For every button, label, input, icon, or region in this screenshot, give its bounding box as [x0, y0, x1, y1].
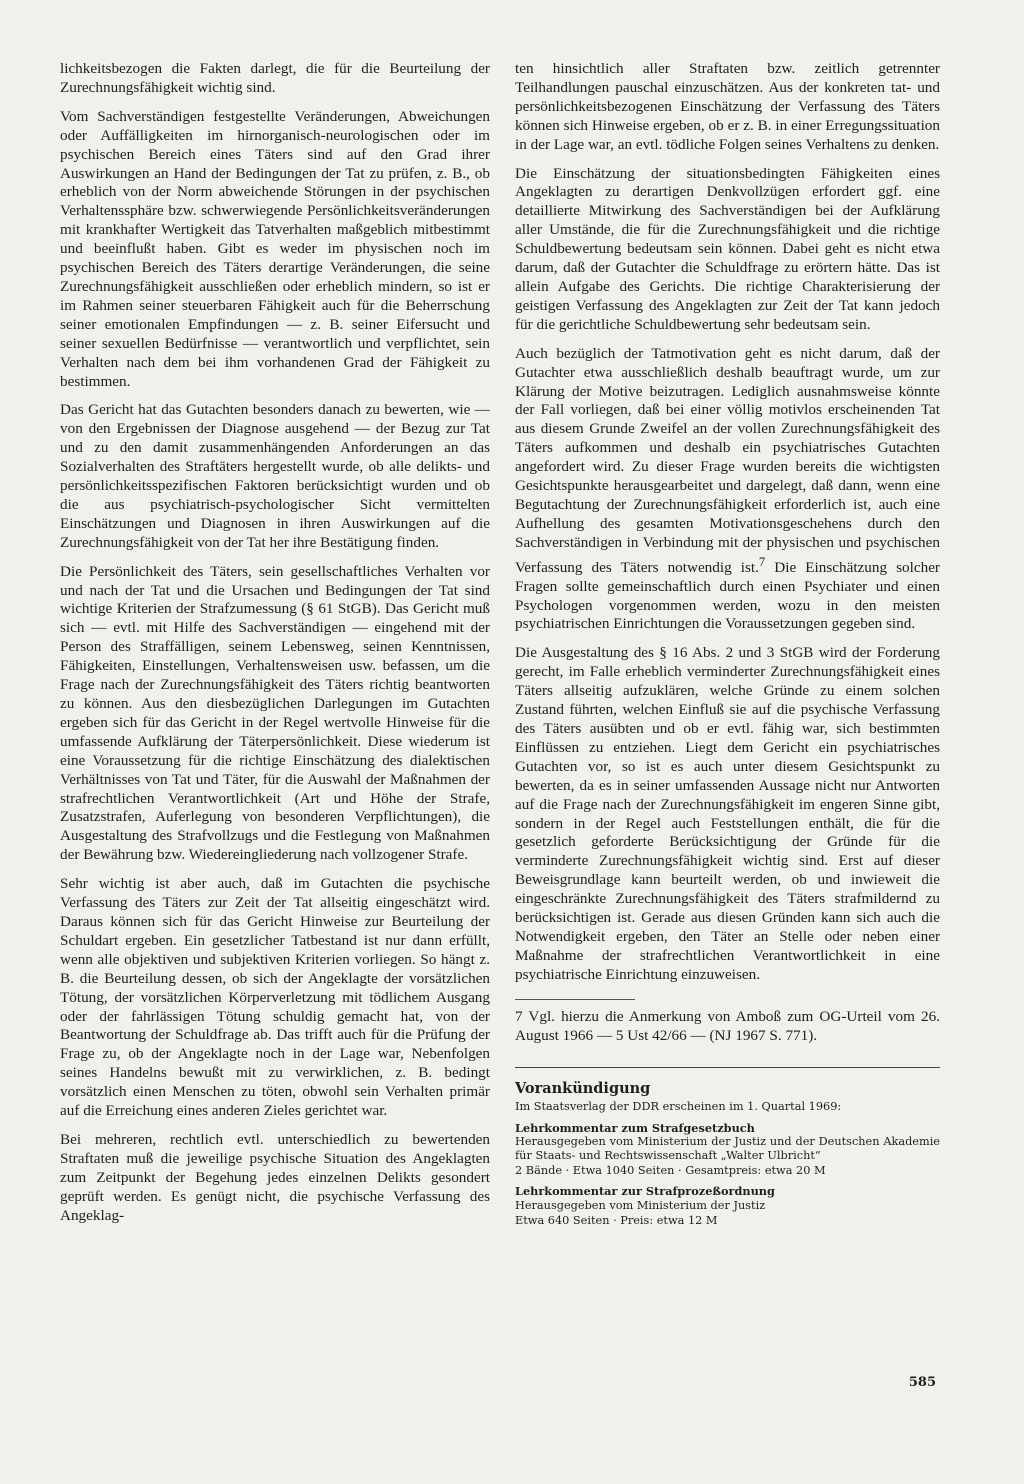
- book-entry: [515, 1121, 940, 1179]
- footnote-divider: [515, 999, 635, 1000]
- paragraph-text: Die Einschätzung solcher Fragen sollte gemeinschaftlich durch einen Psychiater und einen Psychologen vorgenommen werden, wozu in den meisten psychiatrischen Einrichtungen die Voraussetzungen gegeben sind.: [515, 558, 940, 633]
- book-title: Lehrkommentar zum Strafgesetzbuch: [515, 1120, 755, 1135]
- book-publisher: Herausgegeben vom Ministerium der Justiz: [515, 1198, 766, 1212]
- book-title: Lehrkommentar zur Strafprozeßordnung: [515, 1184, 775, 1199]
- announcement-box: [515, 1080, 940, 1228]
- announcement-intro: Im Staatsverlag der DDR erscheinen im 1. Quartal 1969:: [515, 1100, 842, 1114]
- paragraph: lichkeitsbezogen die Fakten darlegt, die für die Beurteilung der Zurechnungsfähigkeit wichtig sind.: [60, 60, 490, 96]
- paragraph: Sehr wichtig ist aber auch, daß im Gutachten die psychische Verfassung des Täters zur Zeit der Tat allseitig eingeschätzt wird. Daraus können sich für das Gericht Hinweise zur Beurteilung der Schuldart ergeben. Ein gesetzlicher Tatbestand ist nur dann erfüllt, wenn alle objektiven und subjektiven Kriterien vorliegen. So hängt z. B. die Beurteilung dessen, ob sich der Angeklagte der vorsätzlichen Tötung, der vorsätzlichen Körperverletzung mit tödlichem Ausgang oder der fahrlässigen Tötung schuldig gemacht hat, von der Beantwortung der Schuldfrage ab. Das trifft auch für die Prüfung der Frage zu, ob der Angeklagte noch in der Lage war, Nebenfolgen seines Handelns bewußt mit zu verwirklichen, z. B. bedingt vorsätzlich einen Menschen zu töten, obwohl sein Verhalten primär auf die Erreichung eines anderen Zieles gerichtet war.: [60, 875, 490, 1120]
- announcement-heading: Vorankündigung: [515, 1080, 651, 1098]
- paragraph: Vom Sachverständigen festgestellte Veränderungen, Abweichungen oder Auffälligkeiten im hirnorganisch-neurologischen oder im psychischen Bereich eines Täters sind auf den Grad ihrer Auswirkungen an Hand der Bedingungen der Tat zu prüfen, z. B., ob erheblich von der Norm abweichende Störungen in der psychischen Verhaltenssphäre bzw. schwerwiegende Persönlichkeitsveränderungen mit krankhafter Wertigkeit das Tatverhalten maßgeblich mitbestimmt und beeinflußt haben. Gibt es weder im physischen noch im psychischen Bereich des Täters derartige Veränderungen, die seine Zurechnungsfähigkeit ausschließen oder erheblich mindern, so ist er im Rahmen seiner steuerbaren Fähigkeit auch für die Beherrschung seiner emotionalen Empfindungen — z. B. seiner Eifersucht und seiner sexuellen Bedürfnisse — verantwortlich und verpflichtet, sein Verhalten nach dem bei ihm vorhandenen Grad der Fähigkeit zu bestimmen.: [60, 107, 490, 390]
- book-publisher: Herausgegeben vom Ministerium der Justiz und der Deutschen Akademie für Staats- und Rechtswissenschaft „Walter Ulbricht“: [515, 1134, 940, 1163]
- paragraph: Die Ausgestaltung des § 16 Abs. 2 und 3 StGB wird der Forderung gerecht, im Falle erheblich verminderter Zurechnungsfähigkeit eines Täters allseitig aufzuklären, welche Gründe zu einem solchen Zustand führten, welchen Einfluß sie auf die psychische Verfassung des Täters ausübten und ob er evtl. fähig war, sich bestimmten Einflüssen zu entziehen. Liegt dem Gericht ein psychiatrisches Gutachten vor, so ist es auch unter diesem Gesichtspunkt zu bewerten, da es in seiner umfassenden Aussage nicht nur Antworten auf die Frage nach der Zurechnungsfähigkeit im engeren Sinne gibt, sondern in der Regel auch Feststellungen enthält, die für die gesetzlich geforderte Berücksichtigung der Gründe für die verminderte Zurechnungsfähigkeit wichtig sind. Erst auf dieser Beweisgrundlage kann beurteilt werden, ob und inwieweit die eingeschränkte Zurechnungsfähigkeit des Täters strafmildernd zu berücksichtigen ist. Gerade aus diesen Gründen kann sich auch die Notwendigkeit ergeben, den Täter an Stelle oder neben einer Maßnahme der strafrechtlichen Verantwortlichkeit in eine psychiatrische Einrichtung einzuweisen.: [515, 644, 940, 983]
- footnote: 7 Vgl. hierzu die Anmerkung von Amboß zum OG-Urteil vom 26. August 1966 — 5 Ust 42/66 — (NJ 1967 S. 771).: [515, 1007, 940, 1044]
- book-details: 2 Bände · Etwa 1040 Seiten · Gesamtpreis: etwa 20 M: [515, 1164, 826, 1178]
- paragraph-with-footnote: [515, 345, 940, 635]
- right-column: [515, 60, 940, 1228]
- book-details: Etwa 640 Seiten · Preis: etwa 12 M: [515, 1213, 718, 1227]
- paragraph: Das Gericht hat das Gutachten besonders danach zu bewerten, wie — von den Ergebnissen der Diagnose ausgehend — der Bezug zur Tat und zu den damit zusammenhängenden Anforderungen an das Sozialverhalten des Straftäters hergestellt wurde, ob alle delikts- und persönlichkeitsspezifischen Faktoren berücksichtigt wurden und ob die aus psychiatrisch-psychologischer Sicht vermittelten Einschätzungen und Diagnosen in ihren Auswirkungen auf die Zurechnungsfähigkeit von der Tat her ihre Bestätigung finden.: [60, 401, 490, 551]
- paragraph: Die Persönlichkeit des Täters, sein gesellschaftliches Verhalten vor und nach der Tat und die Ursachen und Bedingungen der Tat sind wichtige Kriterien der Strafzumessung (§ 61 StGB). Das Gericht muß sich — evtl. mit Hilfe des Sachverständigen — eingehend mit der Person des Straffälligen, seinem Lebensweg, seinen Kenntnissen, Fähigkeiten, Einstellungen, Verhaltensweisen usw. befassen, um die Frage nach der Zurechnungsfähigkeit des Täters richtig beantworten zu können. Aus den diesbezüglichen Darlegungen im Gutachten ergeben sich für das Gericht in der Regel wertvolle Hinweise für die umfassende Aufklärung der Täterpersönlichkeit. Diese wiederum ist eine Voraussetzung für die richtige Einschätzung des dialektischen Verhältnisses von Tat und Täter, für die Auswahl der Maßnahmen der strafrechtlichen Verantwortlichkeit (Art und Höhe der Strafe, Zusatzstrafen, Auferlegung von besonderen Verpflichtungen), die Ausgestaltung des Strafvollzugs und die Festlegung von Maßnahmen der Bewährung bzw. Wiedereingliederung nach vollzogener Strafe.: [60, 562, 490, 864]
- footnote-reference[interactable]: 7: [758, 554, 766, 569]
- paragraph: Bei mehreren, rechtlich evtl. unterschiedlich zu bewertenden Straftaten muß die jeweilige psychische Situation des Angeklagten zum Zeitpunkt der Begehung jedes einzelnen Delikts gesondert geprüft werden. Es genügt nicht, die psychische Verfassung des Angeklag-: [60, 1130, 490, 1224]
- section-divider: [515, 1067, 940, 1068]
- paragraph: Die Einschätzung der situationsbedingten Fähigkeiten eines Angeklagten zu derartigen Denkvollzügen erfordert ggf. eine detaillierte Mitwirkung des Sachverständigen bei der Aufklärung aller Umstände, die für die Zurechnungsfähigkeit und die richtige Schuldbewertung bedeutsam sein können. Dabei geht es nicht etwa darum, daß der Gutachter die Schuldfrage zu erörtern hätte. Das ist allein Aufgabe des Gerichts. Die richtige Charakterisierung der geistigen Verfassung des Angeklagten zur Zeit der Tat kann jedoch für die gerichtliche Schuldbewertung sehr bedeutsam sein.: [515, 164, 940, 333]
- paragraph-text: Auch bezüglich der Tatmotivation geht es nicht darum, daß der Gutachter etwa ausschließlich deshalb beauftragt wurde, um zur Klärung der Motive beizutragen. Lediglich ausnahmsweise könnte der Fall vorliegen, daß bei einer völlig motivlos erscheinenden Tat aus diesem Grunde Zweifel an der vollen Zurechnungsfähigkeit des Täters aufkommen und deshalb ein psychiatrisches Gutachten angefordert wird. Zu dieser Frage wurden bereits die wichtigsten Gesichtspunkte herausgearbeitet und dargelegt, daß dann, wenn eine Begutachtung der Zurechnungsfähigkeit erforderlich ist, auch eine Aufhellung des gesamten Motivationsgeschehens durch den Sachverständigen in Verbindung mit der physischen und psychischen Verfassung des Täters notwendig ist.: [515, 344, 940, 576]
- paragraph: ten hinsichtlich aller Straftaten bzw. zeitlich getrennter Teilhandlungen pauschal einzuschätzen. Aus der konkreten tat- und persönlichkeitsbezogenen Einschätzung der Verfassung des Täters können sich Hinweise ergeben, ob er z. B. in einer Erregungssituation in der Lage war, an evtl. tödliche Folgen seines Verhaltens zu denken.: [515, 60, 940, 153]
- left-column: [60, 60, 490, 1235]
- book-entry: [515, 1184, 940, 1228]
- page-number: 585: [908, 1375, 936, 1390]
